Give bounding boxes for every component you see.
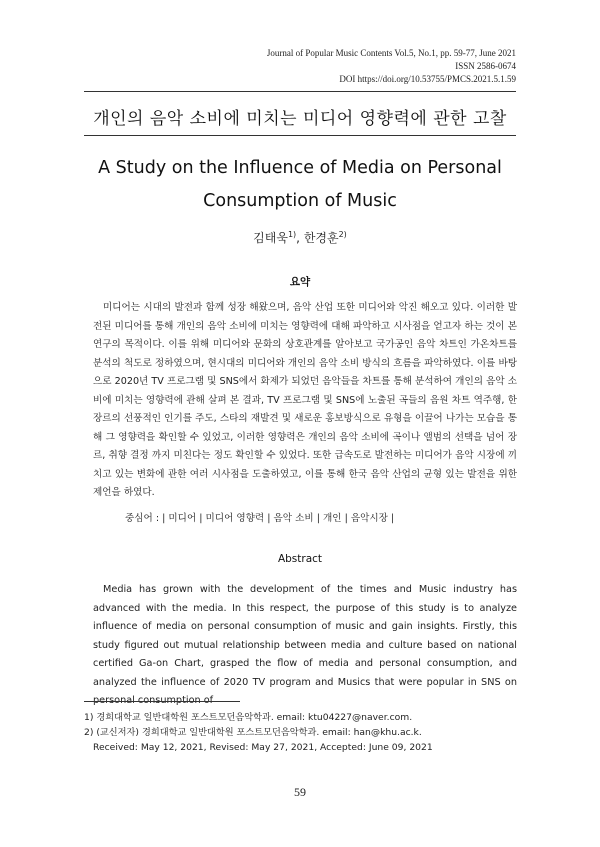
footnote-divider: [84, 701, 240, 702]
abstract-heading: Abstract: [277, 553, 323, 565]
title-top-rule: [84, 91, 516, 92]
author-name: 한경훈: [303, 231, 339, 245]
author-list: [84, 229, 516, 246]
summary-heading: 요약: [289, 276, 311, 288]
journal-info: [267, 47, 516, 86]
received-dates: Received: May 12, 2021, Revised: May 27, 2021, Accepted: June 09, 2021: [93, 742, 433, 753]
page-number: 59: [294, 785, 306, 799]
footnote-mark: 2): [338, 230, 347, 239]
footnote-mark: 1): [287, 230, 297, 239]
summary-body: 미디어는 시대의 발전과 함께 성장 해왔으며, 음악 산업 또한 미디어와 악진 해오고 있다. 이러한 발전된 미디어를 통해 개인의 음악 소비에 미치는 영향력에 대해 파악하고 시사점을 얻고자 하는 것이 본 연구의 목적이다. 이를 위해 미디어와 문화의 상호관계를 알아보고 국가공인 음악 차트인 가온차트를 분석의 척도로 정하였으며, 현시대의 미디어와 개인의 음악 소비 방식의 흐름을 파악하였다. 이를 바탕으로 2020년 TV 프로그램 및 SNS에서 화제가 되었던 음악들을 차트를 통해 분석하여 개인의 음악 소비에 미치는 영향력에 관해 살펴 본 결과, TV 프로그램 및 SNS에 노출된 곡들의 음원 차트 역주행, 한 장르의 선풍적인 인기를 주도, 스타의 재발견 및 새로운 홍보방식으로 유형을 이끌어 나가는 모습을 통해 그 영향력을 확인할 수 있었고, 이러한 영향력은 개인의 음악 소비에 곡이나 앨범의 선택을 넘어 장르, 취향 결정 까지 미친다는 정도 확인할 수 있었다. 또한 급속도로 발전하는 미디어가 음악 시장에 끼치고 있는 변화에 관한 여러 시사점을 도출하였고, 이를 통해 한국 음악 산업의 균형 있는 발전을 위한 제언을 하였다.: [93, 302, 517, 498]
korean-title: 개인의 음악 소비에 미치는 미디어 영향력에 관한 고찰: [93, 109, 507, 129]
keywords: 중심어 : | 미디어 | 미디어 영향력 | 음악 소비 | 개인 | 음악시장 |: [125, 513, 395, 524]
english-title: [84, 152, 516, 218]
journal-doi: DOI https://doi.org/10.53755/PMCS.2021.5.1.59: [339, 74, 516, 84]
title-bottom-rule: [84, 135, 516, 136]
journal-citation: Journal of Popular Music Contents Vol.5, No.1, pp. 59-77, June 2021: [266, 48, 516, 58]
journal-issn: ISSN 2586-0674: [455, 61, 516, 71]
abstract-body: Media has grown with the development of the times and Music industry has advanced with the media. In this respect, the purpose of this study is to analyze influence of media on personal consumption of music and gain insights. Firstly, this study figured out mutual relationship between media and culture based on national certified Ga-on Chart, grasped the flow of media and personal consumption, and analyzed the influence of 2020 TV program and Musics that were popular in SNS on personal consumption of: [93, 584, 517, 706]
footnote-2: 2) (교신저자) 경희대학교 일반대학원 포스트모던음악학과. email: han@khu.ac.k.: [84, 727, 422, 738]
author-name: 김태욱: [253, 231, 288, 245]
footnotes: [84, 710, 433, 755]
footnote-1: 1) 경희대학교 일반대학원 포스트모던음악학과. email: ktu04227@naver.com.: [84, 712, 413, 723]
author-separator: ,: [296, 231, 304, 245]
english-title-line-1: A Study on the Influence of Media on Personal: [98, 158, 502, 178]
english-title-line-2: Consumption of Music: [203, 191, 397, 211]
